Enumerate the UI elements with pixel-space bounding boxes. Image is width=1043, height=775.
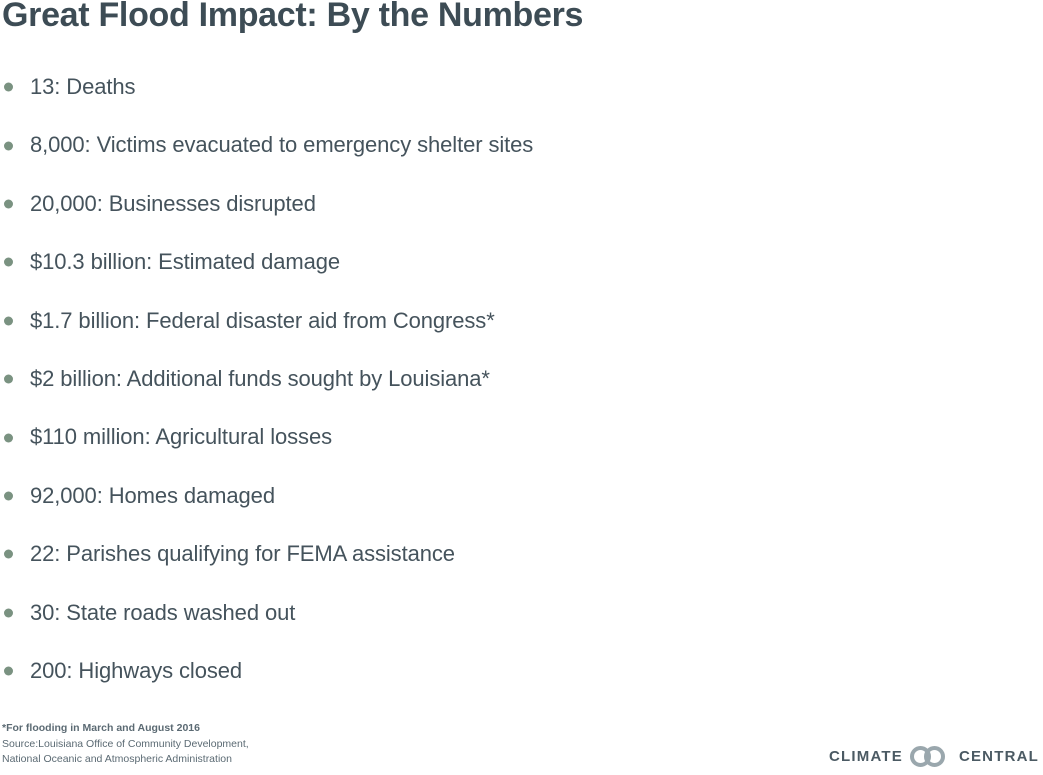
list-item: [0, 233, 1020, 291]
stats-list: [0, 58, 1020, 700]
logo-word-right: CENTRAL: [958, 748, 1039, 765]
bullet-icon: [4, 433, 13, 442]
bullet-icon: [4, 83, 13, 92]
list-item: [0, 408, 1020, 466]
footnotes: [2, 721, 249, 767]
list-item: [0, 350, 1020, 408]
list-item-label: 22: Parishes qualifying for FEMA assistance: [30, 541, 455, 567]
bullet-icon: [4, 550, 13, 559]
footnote-source-line-1: Source:Louisiana Office of Community Development,: [2, 737, 249, 750]
list-item-label: 92,000: Homes damaged: [30, 482, 275, 508]
list-item: [0, 467, 1020, 525]
footnote-asterisk: *For flooding in March and August 2016: [2, 722, 200, 735]
page-title: Great Flood Impact: By the Numbers: [2, 0, 584, 34]
list-item: [0, 58, 1020, 116]
list-item-label: 13: Deaths: [30, 74, 136, 100]
list-item-label: $10.3 billion: Estimated damage: [30, 249, 340, 275]
list-item: [0, 175, 1020, 233]
bullet-icon: [4, 375, 13, 384]
bullet-icon: [4, 608, 13, 617]
bullet-icon: [4, 258, 13, 267]
bullet-icon: [4, 491, 13, 500]
logo-word-left: CLIMATE: [828, 748, 903, 765]
list-item: [0, 292, 1020, 350]
list-item: [0, 642, 1020, 700]
footnote-source-line-2: National Oceanic and Atmospheric Administration: [2, 752, 232, 765]
list-item-label: 200: Highways closed: [30, 658, 243, 683]
list-item-label: $2 billion: Additional funds sought by Louisiana*: [30, 366, 490, 392]
list-item-label: 8,000: Victims evacuated to emergency shelter sites: [30, 132, 534, 158]
climate-central-logo: [829, 746, 1039, 767]
bullet-icon: [4, 667, 13, 676]
list-item-label: 20,000: Businesses disrupted: [30, 190, 316, 216]
list-item: [0, 116, 1020, 174]
list-item-label: $1.7 billion: Federal disaster aid from Congress*: [30, 307, 495, 333]
list-item: [0, 525, 1020, 583]
bullet-icon: [4, 199, 13, 208]
bullet-icon: [4, 316, 13, 325]
bullet-icon: [4, 141, 13, 150]
interlocking-rings-icon: [910, 746, 952, 767]
list-item-label: 30: State roads washed out: [30, 599, 296, 625]
list-item-label: $110 million: Agricultural losses: [30, 424, 332, 450]
list-item: [0, 584, 1020, 642]
